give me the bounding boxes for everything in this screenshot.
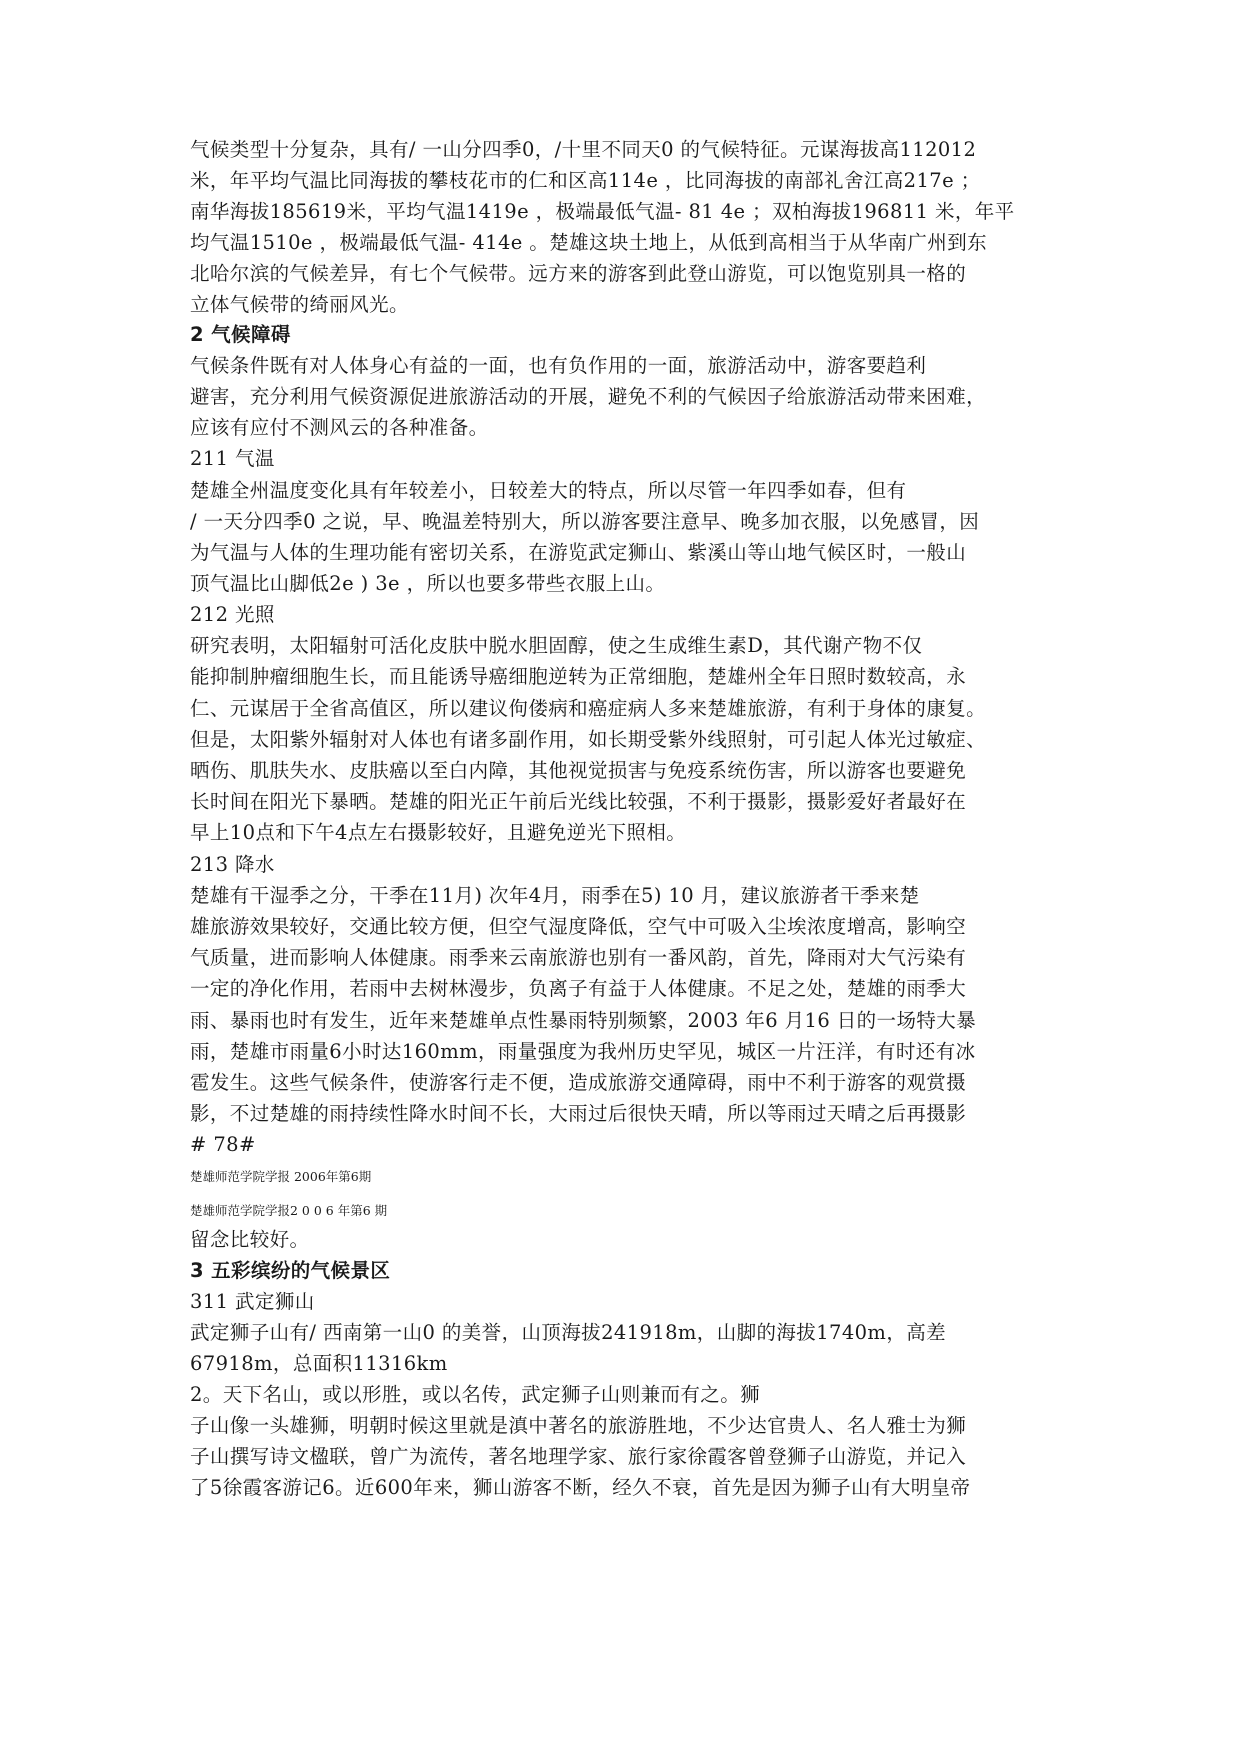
paragraph-line: 顶气温比山脚低2e ) 3e ，所以也要多带些衣服上山。 — [190, 572, 666, 595]
paragraph-line: 北哈尔滨的气候差异，有七个气候带。远方来的游客到此登山游览，可以饱览别具一格的 — [190, 262, 967, 285]
subsection-heading: 211 气温 — [190, 447, 275, 470]
paragraph-line: 应该有应付不测风云的各种准备。 — [190, 416, 489, 439]
paragraph-line: 避害，充分利用气候资源促进旅游活动的开展，避免不利的气候因子给旅游活动带来困难， — [190, 385, 987, 408]
paragraph-line: 武定狮子山有/ 西南第一山0 的美誉，山顶海拔241918m，山脚的海拔1740m，高差 — [190, 1321, 947, 1344]
section-heading: 2 气候障碍 — [190, 323, 291, 346]
paragraph-line: 雨，楚雄市雨量6小时达160mm，雨量强度为我州历史罕见，城区一片汪洋，有时还有冰 — [190, 1040, 976, 1063]
paragraph-line: 早上10点和下午4点左右摄影较好，且避免逆光下照相。 — [190, 821, 687, 844]
running-header: 楚雄师范学院学报 2006年第6期 — [190, 1169, 372, 1184]
paragraph-line: 南华海拔185619米，平均气温1419e ，极端最低气温- 81 4e ；双柏海拔196811 米，年平 — [190, 200, 1015, 223]
paragraph-line: 雄旅游效果较好，交通比较方便，但空气湿度降低，空气中可吸入尘埃浓度增高，影响空 — [190, 915, 967, 938]
paragraph-line: / 一天分四季0 之说，早、晚温差特别大，所以游客要注意早、晚多加衣服，以免感冒，因 — [190, 510, 980, 533]
section-heading: 3 五彩缤纷的气候景区 — [190, 1259, 391, 1282]
paragraph-line: 气候条件既有对人体身心有益的一面，也有负作用的一面，旅游活动中，游客要趋利 — [190, 354, 927, 377]
paragraph-line: 米，年平均气温比同海拔的攀枝花市的仁和区高114e ，比同海拔的南部礼舍江高217e ； — [190, 169, 981, 192]
paragraph-line: 气质量，进而影响人体健康。雨季来云南旅游也别有一番风韵，首先，降雨对大气污染有 — [190, 946, 967, 969]
paragraph-line: 2。天下名山，或以形胜，或以名传，武定狮子山则兼而有之。狮 — [190, 1383, 761, 1406]
paragraph-line: 楚雄全州温度变化具有年较差小，日较差大的特点，所以尽管一年四季如春，但有 — [190, 479, 907, 502]
paragraph-line: 气候类型十分复杂，具有/ 一山分四季0，/十里不同天0 的气候特征。元谋海拔高112012 — [190, 138, 977, 161]
paragraph-line: 为气温与人体的生理功能有密切关系，在游览武定狮山、紫溪山等山地气候区时，一般山 — [190, 541, 967, 564]
paragraph-line: 晒伤、肌肤失水、皮肤癌以至白内障，其他视觉损害与免疫系统伤害，所以游客也要避免 — [190, 759, 967, 782]
paragraph-line: 留念比较好。 — [190, 1228, 310, 1251]
subsection-heading: 213 降水 — [190, 853, 275, 876]
paragraph-line: 仁、元谋居于全省高值区，所以建议佝偻病和癌症病人多来楚雄旅游，有利于身体的康复。 — [190, 697, 987, 720]
paragraph-line: 长时间在阳光下暴晒。楚雄的阳光正午前后光线比较强，不利于摄影，摄影爱好者最好在 — [190, 790, 967, 813]
paragraph-line: 均气温1510e ，极端最低气温- 414e 。楚雄这块土地上，从低到高相当于从华南广州到东 — [190, 231, 988, 254]
page-number: # 78# — [190, 1133, 256, 1156]
paragraph-line: 但是，太阳紫外辐射对人体也有诸多副作用，如长期受紫外线照射，可引起人体光过敏症、 — [190, 728, 987, 751]
paragraph-line: 了5徐霞客游记6。近600年来，狮山游客不断，经久不衰，首先是因为狮子山有大明皇帝 — [190, 1476, 971, 1499]
running-header: 楚雄师范学院学报2 0 0 6 年第6 期 — [190, 1203, 388, 1218]
paragraph-line: 子山撰写诗文楹联，曾广为流传，著名地理学家、旅行家徐霞客曾登狮子山游览，并记入 — [190, 1445, 967, 1468]
paragraph-line: 影，不过楚雄的雨持续性降水时间不长，大雨过后很快天晴，所以等雨过天晴之后再摄影 — [190, 1102, 967, 1125]
paragraph-line: 雨、暴雨也时有发生，近年来楚雄单点性暴雨特别频繁，2003 年6 月16 日的一场特大暴 — [190, 1009, 977, 1032]
paragraph-line: 楚雄有干湿季之分，干季在11月) 次年4月，雨季在5) 10 月，建议旅游者干季来楚 — [190, 884, 920, 907]
paragraph-line: 雹发生。这些气候条件，使游客行走不便，造成旅游交通障碍，雨中不利于游客的观赏摄 — [190, 1071, 967, 1094]
paragraph-line: 子山像一头雄狮，明朝时候这里就是滇中著名的旅游胜地，不少达官贵人、名人雅士为狮 — [190, 1414, 967, 1437]
paragraph-line: 研究表明，太阳辐射可活化皮肤中脱水胆固醇，使之生成维生素D，其代谢产物不仅 — [190, 634, 923, 657]
subsection-heading: 311 武定狮山 — [190, 1290, 315, 1313]
paragraph-line: 能抑制肿瘤细胞生长，而且能诱导癌细胞逆转为正常细胞，楚雄州全年日照时数较高，永 — [190, 665, 967, 688]
paragraph-line: 一定的净化作用，若雨中去树林漫步，负离子有益于人体健康。不足之处，楚雄的雨季大 — [190, 977, 967, 1000]
paragraph-line: 立体气候带的绮丽风光。 — [190, 293, 409, 316]
paragraph-line: 67918m，总面积11316km — [190, 1352, 448, 1375]
subsection-heading: 212 光照 — [190, 603, 275, 626]
